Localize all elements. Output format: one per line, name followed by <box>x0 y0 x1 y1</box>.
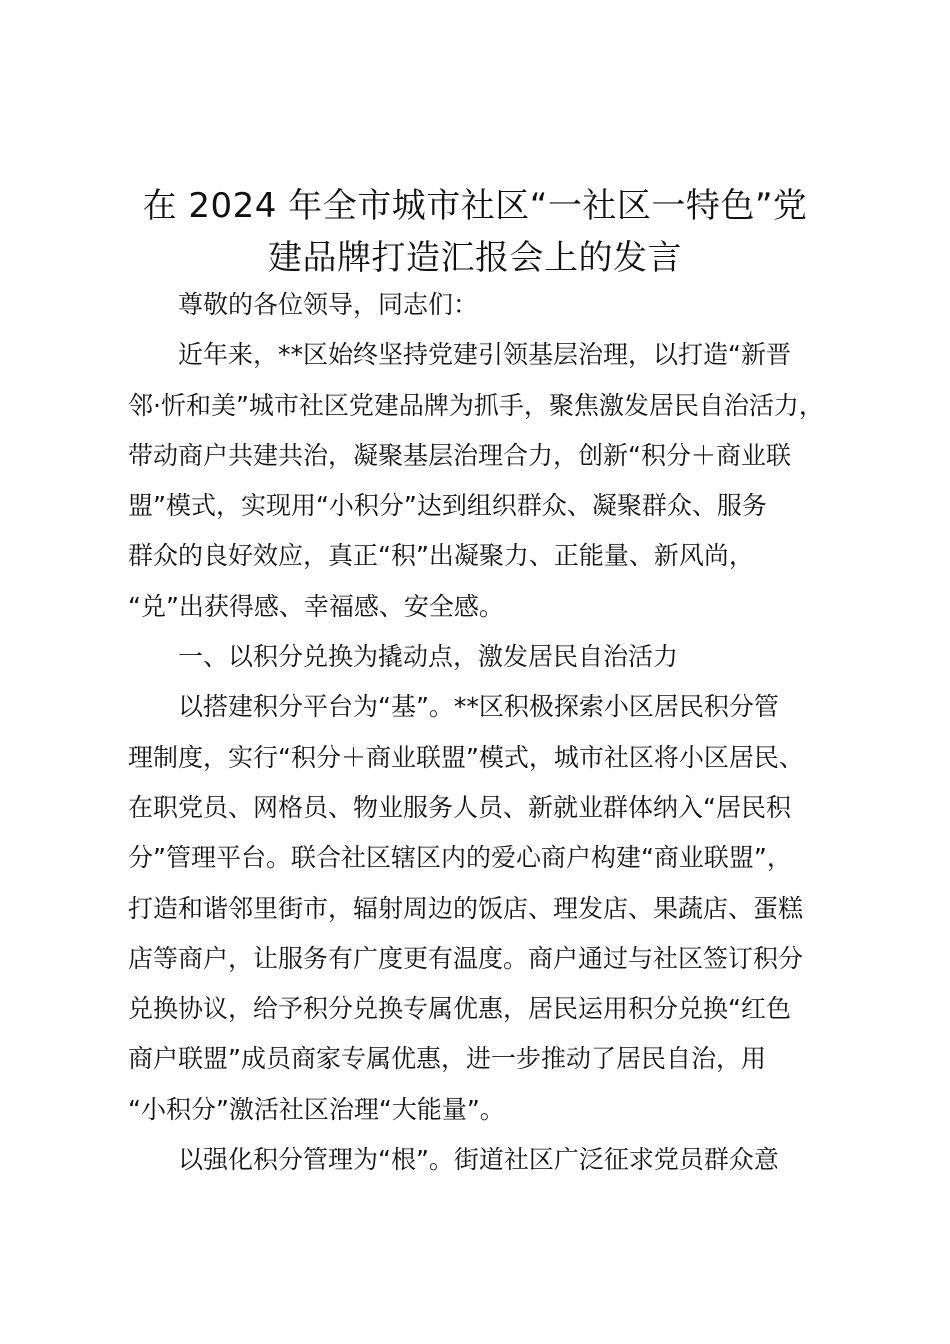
body-line: 带动商户共建共治，凝聚基层治理合力，创新“积分＋商业联 <box>128 440 791 470</box>
body-line: “小积分”激活社区治理“大能量”。 <box>128 1094 505 1124</box>
salutation: 尊敬的各位领导，同志们： <box>178 290 479 319</box>
title-line-1: 在 2024 年全市城市社区“一社区一特色”党 <box>142 186 808 226</box>
body-line: 在职党员、网格员、物业服务人员、新就业群体纳入“居民积 <box>128 792 791 822</box>
body-line: 以强化积分管理为“根”。街道社区广泛征求党员群众意 <box>178 1145 779 1175</box>
document-title <box>110 180 840 284</box>
document-body <box>128 280 840 1185</box>
body-line: 盟”模式，实现用“小积分”达到组织群众、凝聚群众、服务 <box>128 491 767 521</box>
body-line: 店等商户，让服务有广度更有温度。商户通过与社区签订积分 <box>128 943 804 973</box>
section-heading: 一、以积分兑换为撬动点，激发居民自治活力 <box>178 642 679 672</box>
body-line: 商户联盟”成员商家专属优惠，进一步推动了居民自治，用 <box>128 1044 766 1074</box>
body-line: 近年来，**区始终坚持党建引领基层治理，以打造“新晋 <box>178 340 791 370</box>
body-line: 理制度，实行“积分＋商业联盟”模式，城市社区将小区居民、 <box>128 742 804 772</box>
body-line: 打造和谐邻里街市，辐射周边的饭店、理发店、果蔬店、蛋糕 <box>128 893 804 923</box>
body-line: “兑”出获得感、幸福感、安全感。 <box>128 591 504 621</box>
body-line: 群众的良好效应，真正“积”出凝聚力、正能量、新风尚， <box>128 541 754 571</box>
title-line-2: 建品牌打造汇报会上的发言 <box>268 238 682 278</box>
body-line: 以搭建积分平台为“基”。**区积极探索小区居民积分管 <box>178 692 779 722</box>
body-line: 邻·忻和美”城市社区党建品牌为抓手，聚焦激发居民自治活力， <box>128 390 824 420</box>
body-line: 兑换协议，给予积分兑换专属优惠，居民运用积分兑换“红色 <box>128 994 791 1024</box>
body-line: 分”管理平台。联合社区辖区内的爱心商户构建“商业联盟”， <box>128 843 792 873</box>
